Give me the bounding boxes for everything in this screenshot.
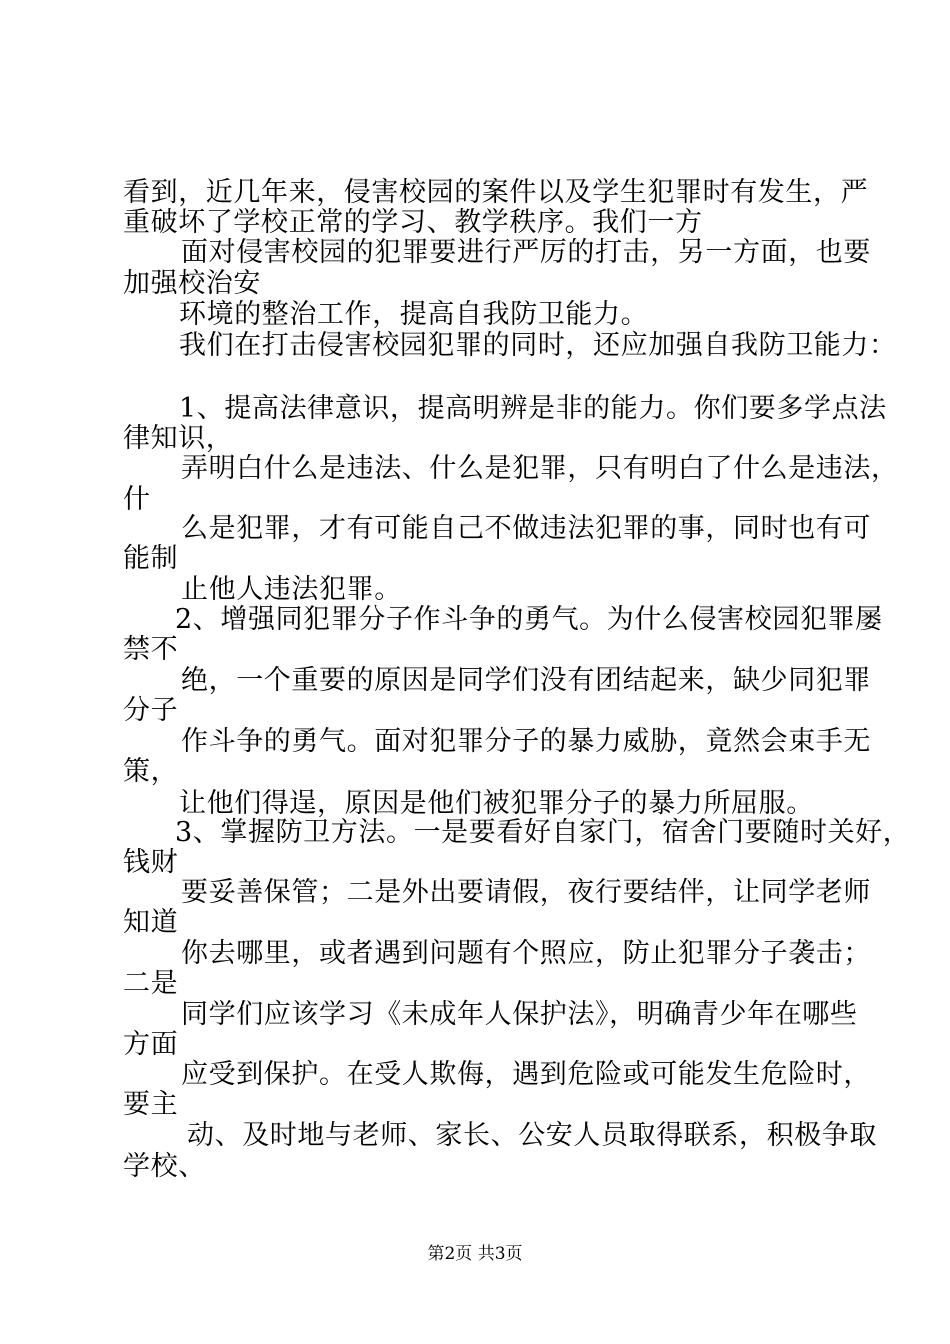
text-line: 作斗争的勇气。面对犯罪分子的暴力威胁，竟然会束手无: [181, 726, 871, 757]
text-line: 环境的整治工作，提高自我防卫能力。: [179, 299, 649, 330]
text-line: 能制: [123, 543, 179, 574]
text-line: 方面: [123, 1029, 179, 1060]
text-line: 看到，近几年来，侵害校园的案件以及学生犯罪时有发生，严: [123, 177, 869, 208]
text-line: 应受到保护。在受人欺侮，遇到危险或可能发生危险时，: [181, 1059, 871, 1090]
text-line: 同学们应该学习《未成年人保护法》，明确青少年在哪些: [181, 999, 858, 1030]
text-line: 什: [123, 484, 151, 515]
text-line: 1、提高法律意识，提高明辨是非的能力。你们要多学点法: [179, 393, 887, 424]
text-line: 知道: [123, 907, 179, 938]
text-line: 加强校治安: [123, 268, 261, 299]
text-line: 禁不: [123, 634, 179, 665]
text-line: 让他们得逞，原因是他们被犯罪分子的暴力所屈服。: [179, 788, 814, 819]
text-line: 3、掌握防卫方法。一是要看好自家门，宿舍门要随时关好，: [175, 817, 911, 848]
text-line: 学校、: [123, 1151, 206, 1182]
text-line: 二是: [123, 968, 179, 999]
text-line: 你去哪里，或者遇到问题有个照应，防止犯罪分子袭击；: [181, 938, 871, 969]
text-line: 面对侵害校园的犯罪要进行严厉的打击，另一方面，也要: [181, 237, 871, 268]
text-line: 动、及时地与老师、家长、公安人员取得联系，积极争取: [187, 1120, 877, 1151]
page-number-footer: 第2页 共3页: [427, 1244, 523, 1264]
text-line: 么是犯罪，才有可能自己不做违法犯罪的事，同时也有可: [181, 513, 871, 544]
text-line: 分子: [123, 695, 179, 726]
text-line: 绝，一个重要的原因是同学们没有团结起来，缺少同犯罪: [181, 665, 871, 696]
text-line: 我们在打击侵害校园犯罪的同时，还应加强自我防卫能力：: [179, 330, 897, 361]
text-line: 策，: [123, 756, 179, 787]
text-line: 重破坏了学校正常的学习、教学秩序。我们一方: [123, 207, 703, 238]
text-line: 2、增强同犯罪分子作斗争的勇气。为什么侵害校园犯罪屡: [175, 604, 883, 635]
text-line: 要妥善保管；二是外出要请假，夜行要结伴，让同学老师: [181, 877, 871, 908]
text-line: 律知识，: [123, 423, 234, 454]
text-line: 要主: [123, 1089, 179, 1120]
text-line: 弄明白什么是违法、什么是犯罪，只有明白了什么是违法，: [181, 453, 899, 484]
text-line: 钱财: [123, 847, 179, 878]
text-line: 止他人违法犯罪。: [181, 574, 402, 605]
